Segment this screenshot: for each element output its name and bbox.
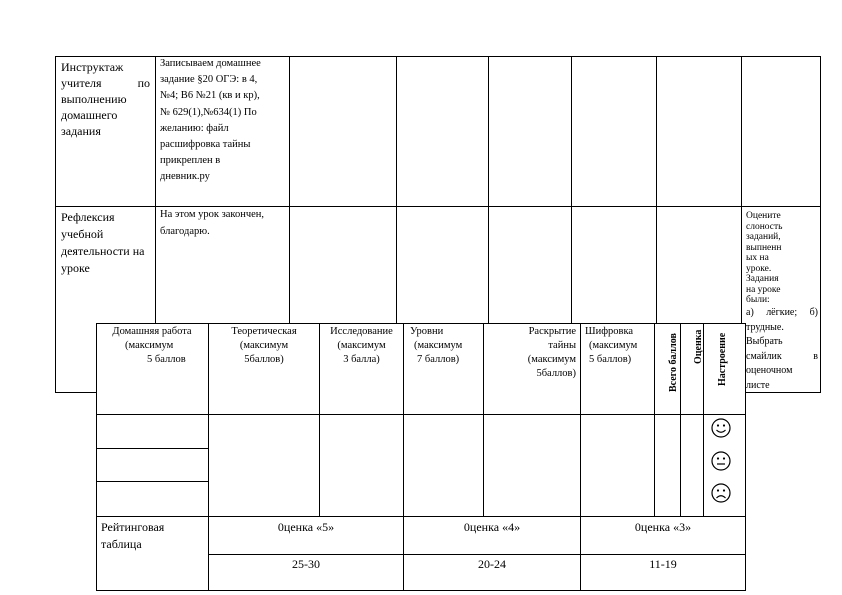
grade-3: 0ценка «3» bbox=[634, 520, 692, 534]
header-levels: Уровни (максимум 7 баллов) bbox=[410, 326, 463, 365]
header-grade: Оценка bbox=[693, 329, 704, 364]
reflection-content: На этом урок закончен, благодарю. bbox=[160, 209, 265, 237]
range-3: 11-19 bbox=[649, 557, 677, 571]
header-research: Исследование (максимум 3 балла) bbox=[330, 326, 393, 365]
header-cipher: Шифровка (максимум 5 баллов) bbox=[585, 326, 638, 365]
grade-5: 0ценка «5» bbox=[277, 520, 335, 534]
smile-neutral-icon bbox=[711, 451, 731, 471]
header-secret: Раскрытие тайны (максимум 5баллов) bbox=[527, 326, 576, 379]
smile-sad-icon bbox=[711, 483, 731, 503]
range-5: 25-30 bbox=[292, 557, 320, 571]
reflection-note: Оцените слоность заданий, выпненн ых на уроке. Задания на уроке были: bbox=[746, 211, 783, 305]
stage-reflection: Рефлексия учебной деятельности на уроке bbox=[61, 210, 145, 275]
header-total: Всего баллов bbox=[668, 333, 679, 392]
header-theory: Теоретическая (максимум 5баллов) bbox=[231, 326, 297, 365]
smile-happy-icon bbox=[711, 418, 731, 438]
reflection-note-2: а) лёгкие; б) трудные. Выбрать смайлик в оценочном листе bbox=[746, 307, 818, 391]
header-mood: Настроение bbox=[717, 332, 728, 386]
grade-4: 0ценка «4» bbox=[463, 520, 521, 534]
range-4: 20-24 bbox=[478, 557, 506, 571]
rating-label: Рейтинговая таблица bbox=[101, 520, 165, 551]
stage-homework-instruction: Инструктаж учителя по выполнению домашнего задания bbox=[61, 60, 150, 138]
homework-content: Записываем домашнее задание §20 ОГЭ: в 4, №4; В6 №21 (кв и кр), № 629(1),№634(1) По желанию: файл расшифровка тайны прикреплен в дневник.ру bbox=[160, 58, 261, 183]
header-homework: Домашняя работа (максимум 5 баллов bbox=[112, 326, 192, 365]
